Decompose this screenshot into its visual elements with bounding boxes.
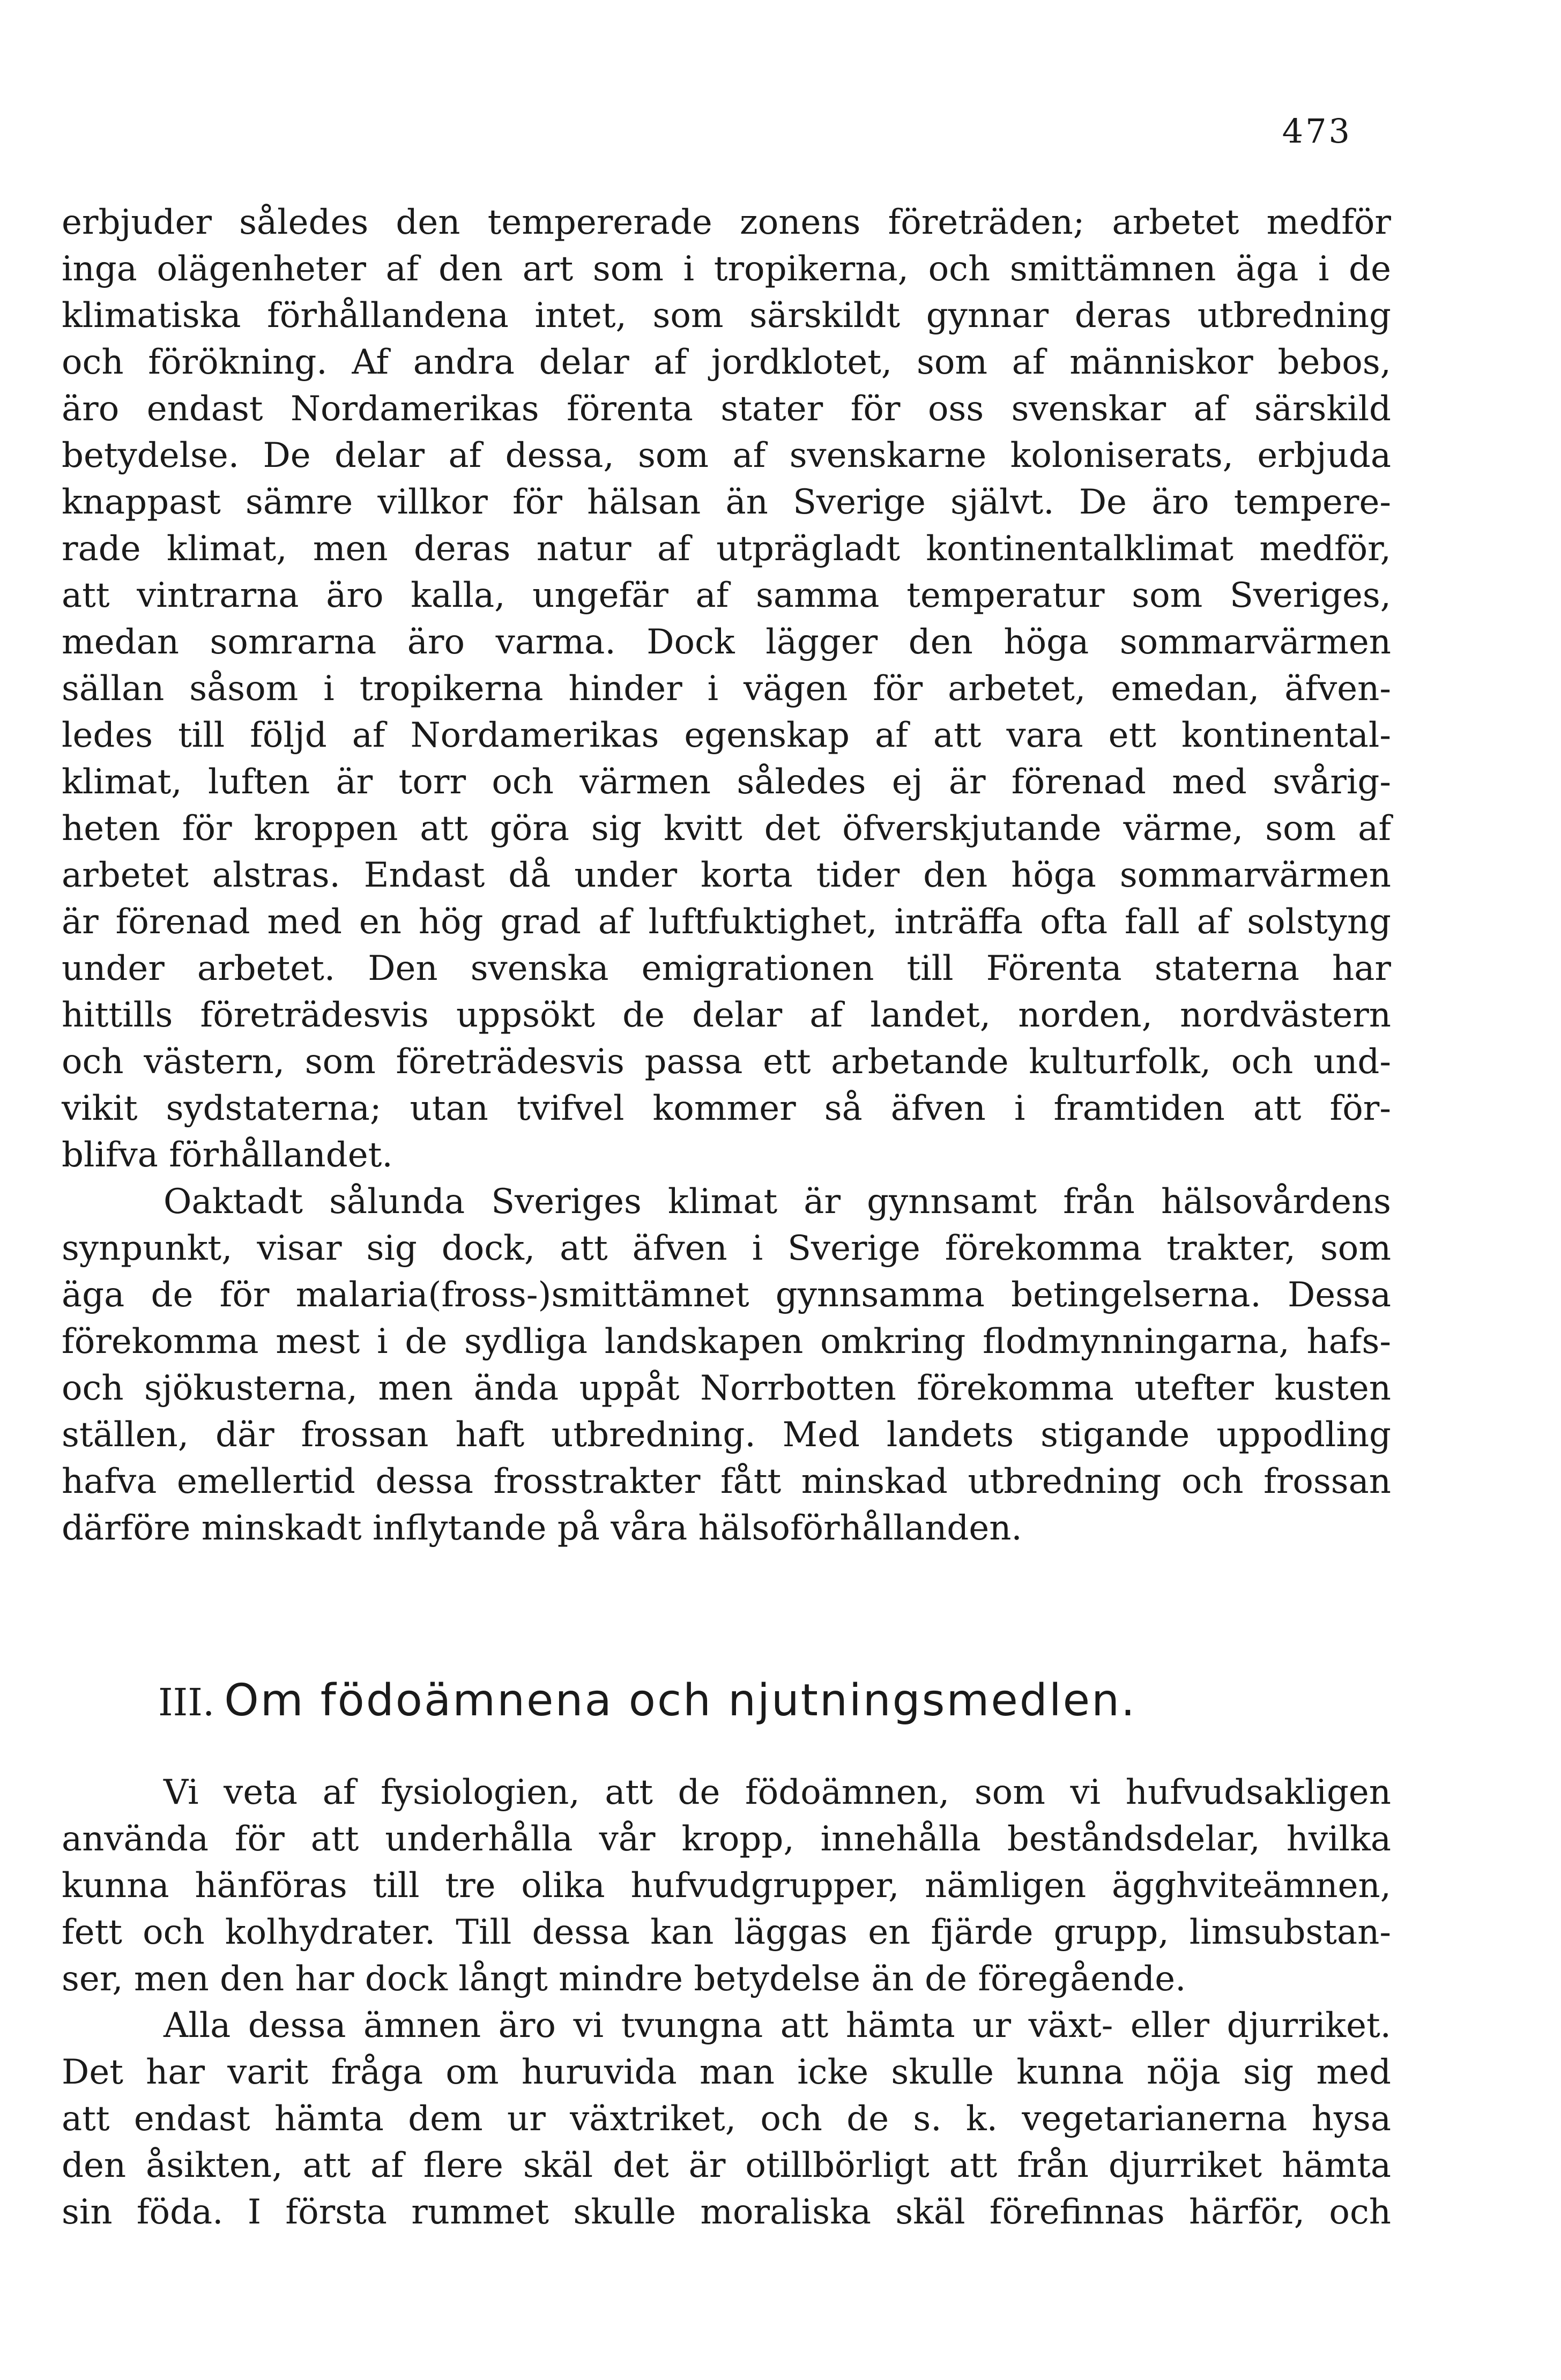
text-line: äro endast Nordamerikas förenta stater för oss svenskar af särskild xyxy=(62,389,1391,429)
text-line: sin föda. I första rummet skulle moraliska skäl förefinnas härför, och xyxy=(62,2192,1391,2232)
section-numeral: III. xyxy=(158,1680,215,1724)
text-line: erbjuder således den tempererade zonens företräden; arbetet medför xyxy=(62,203,1391,242)
text-line: kunna hänföras till tre olika hufvudgrupper, nämligen ägghviteämnen, xyxy=(62,1866,1391,1906)
text-line: är förenad med en hög grad af luftfuktighet, inträffa ofta fall af solstyng xyxy=(62,902,1391,942)
text-line: ställen, där frossan haft utbredning. Med landets stigande uppodling xyxy=(62,1415,1391,1455)
text-line: ledes till följd af Nordamerikas egenskap af att vara ett kontinental- xyxy=(62,716,1391,755)
text-line: inga olägenheter af den art som i tropikerna, och smittämnen äga i de xyxy=(62,249,1391,289)
text-line: ser, men den har dock långt mindre betydelse än de föregående. xyxy=(62,1959,1186,1999)
text-line: arbetet alstras. Endast då under korta tider den höga sommarvärmen xyxy=(62,856,1391,895)
text-line: hafva emellertid dessa frosstrakter fått minskad utbredning och frossan xyxy=(62,1462,1391,1501)
text-line: Oaktadt sålunda Sveriges klimat är gynnsamt från hälsovårdens xyxy=(163,1182,1391,1222)
text-line: använda för att underhålla vår kropp, innehålla beståndsdelar, hvilka xyxy=(62,1819,1391,1859)
text-line: att endast hämta dem ur växtriket, och de s. k. vegetarianerna hysa xyxy=(62,2099,1391,2139)
text-line: därföre minskadt inflytande på våra hälsoförhållanden. xyxy=(62,1508,1022,1548)
text-line: medan somrarna äro varma. Dock lägger den höga sommarvärmen xyxy=(62,622,1391,662)
text-line: förekomma mest i de sydliga landskapen omkring flodmynningarna, hafs- xyxy=(62,1322,1391,1362)
text-line: den åsikten, att af flere skäl det är otillbörligt att från djurriket hämta xyxy=(62,2146,1391,2185)
text-line: knappast sämre villkor för hälsan än Sverige självt. De äro tempere- xyxy=(62,482,1391,522)
section-title: Om födoämnena och njutningsmedlen. xyxy=(224,1675,1137,1726)
text-line: blifva förhållandet. xyxy=(62,1135,393,1175)
section-heading xyxy=(158,1675,1136,1726)
text-line: klimatiska förhållandena intet, som särskildt gynnar deras utbredning xyxy=(62,296,1391,336)
text-line: sällan såsom i tropikerna hinder i vägen för arbetet, emedan, äfven- xyxy=(62,669,1391,709)
text-line: Vi veta af fysiologien, att de födoämnen, som vi hufvudsakligen xyxy=(163,1773,1391,1812)
text-line: heten för kroppen att göra sig kvitt det öfverskjutande värme, som af xyxy=(62,809,1391,849)
text-line: Det har varit fråga om huruvida man icke skulle kunna nöja sig med xyxy=(62,2052,1391,2092)
text-line: och västern, som företrädesvis passa ett arbetande kulturfolk, och und- xyxy=(62,1042,1391,1082)
text-line: hittills företrädesvis uppsökt de delar af landet, norden, nordvästern xyxy=(62,995,1391,1035)
text-line: under arbetet. Den svenska emigrationen till Förenta staterna har xyxy=(62,949,1391,988)
text-line: vikit sydstaterna; utan tvifvel kommer så äfven i framtiden att för- xyxy=(62,1089,1391,1128)
text-line: att vintrarna äro kalla, ungefär af samma temperatur som Sveriges, xyxy=(62,576,1391,615)
text-line: Alla dessa ämnen äro vi tvungna att hämta ur växt- eller djurriket. xyxy=(163,2006,1391,2046)
text-line: och sjökusterna, men ända uppåt Norrbotten förekomma utefter kusten xyxy=(62,1368,1391,1408)
text-line: betydelse. De delar af dessa, som af svenskarne koloniserats, erbjuda xyxy=(62,436,1391,475)
text-line: och förökning. Af andra delar af jordklotet, som af människor bebos, xyxy=(62,343,1391,382)
page-number: 473 xyxy=(1282,111,1352,151)
text-line: rade klimat, men deras natur af utprägladt kontinentalklimat medför, xyxy=(62,529,1391,569)
text-line: äga de för malaria(fross-)smittämnet gynnsamma betingelserna. Dessa xyxy=(62,1275,1391,1315)
text-line: synpunkt, visar sig dock, att äfven i Sverige förekomma trakter, som xyxy=(62,1229,1391,1268)
text-line: fett och kolhydrater. Till dessa kan läggas en fjärde grupp, limsubstan- xyxy=(62,1913,1391,1952)
text-line: klimat, luften är torr och värmen således ej är förenad med svårig- xyxy=(62,762,1391,802)
